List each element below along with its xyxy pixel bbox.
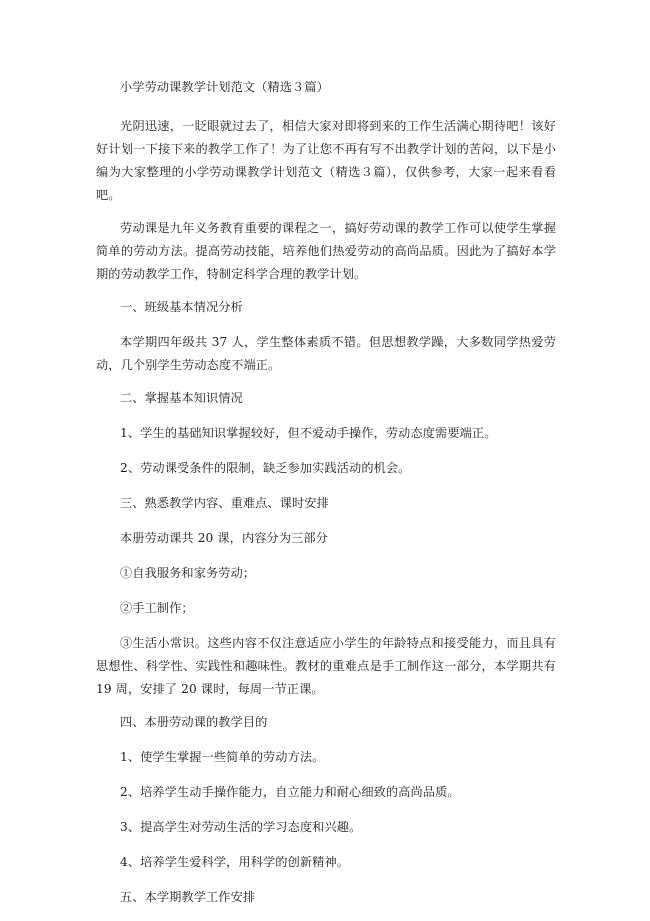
section-3-part-3: ③生活小常识。这些内容不仅注意适应小学生的年龄特点和接受能力，而且具有思想性、科学性、实践性和趣味性。教材的重难点是手工制作这一部分，本学期共有 19 周，安排了 20 课时，每周一节正课。 [96,636,556,696]
document-body [96,76,556,921]
intro-paragraph: 光阴迅速，一眨眼就过去了，相信大家对即将到来的工作生活满心期待吧！该好好计划一下接下来的教学工作了！为了让您不再有写不出教学计划的苦闷，以下是小编为大家整理的小学劳动课教学计划范文（精选３篇），仅供参考，大家一起来看看吧。 [96,119,556,202]
section-4-heading: 四、本册劳动课的教学目的 [120,715,268,729]
lead-paragraph: 劳动课是九年义务教育重要的课程之一，搞好劳动课的教学工作可以使学生掌握简单的劳动方法。提高劳动技能，培养他们热爱劳动的高尚品质。因此为了搞好本学期的劳动教学工作，特制定科学合理的教学计划。 [96,221,556,281]
section-2-item-2: 2、劳动课受条件的限制，缺乏参加实践活动的机会。 [120,461,411,475]
section-2-heading: 二、掌握基本知识情况 [120,391,243,405]
section-4-item-2: 2、培养学生动手操作能力，自立能力和耐心细致的高尚品质。 [120,785,460,799]
section-5-heading: 五、本学期教学工作安排 [120,890,256,904]
section-3-part-2: ②手工制作； [120,601,194,615]
section-3-heading: 三、熟悉教学内容、重难点、课时安排 [120,496,329,510]
section-4-item-3: 3、提高学生对劳动生活的学习态度和兴趣。 [120,820,362,834]
section-1-heading: 一、班级基本情况分析 [120,300,243,314]
document-title: 小学劳动课教学计划范文（精选３篇） [120,80,329,94]
section-4-item-4: 4、培养学生爱科学，用科学的创新精神。 [120,855,350,869]
section-3-text: 本册劳动课共 20 课，内容分为三部分 [120,531,328,545]
section-1-text: 本学期四年级共 37 人，学生整体素质不错。但思想教学躁，大多数同学热爱劳动，几个别学生劳动态度不端正。 [96,335,556,372]
section-3-part-1: ①自我服务和家务劳动； [120,566,256,580]
section-2-item-1: 1、学生的基础知识掌握较好，但不爱动手操作，劳动态度需要端正。 [120,426,497,440]
section-4-item-1: 1、使学生掌握一些简单的劳动方法。 [120,750,325,764]
